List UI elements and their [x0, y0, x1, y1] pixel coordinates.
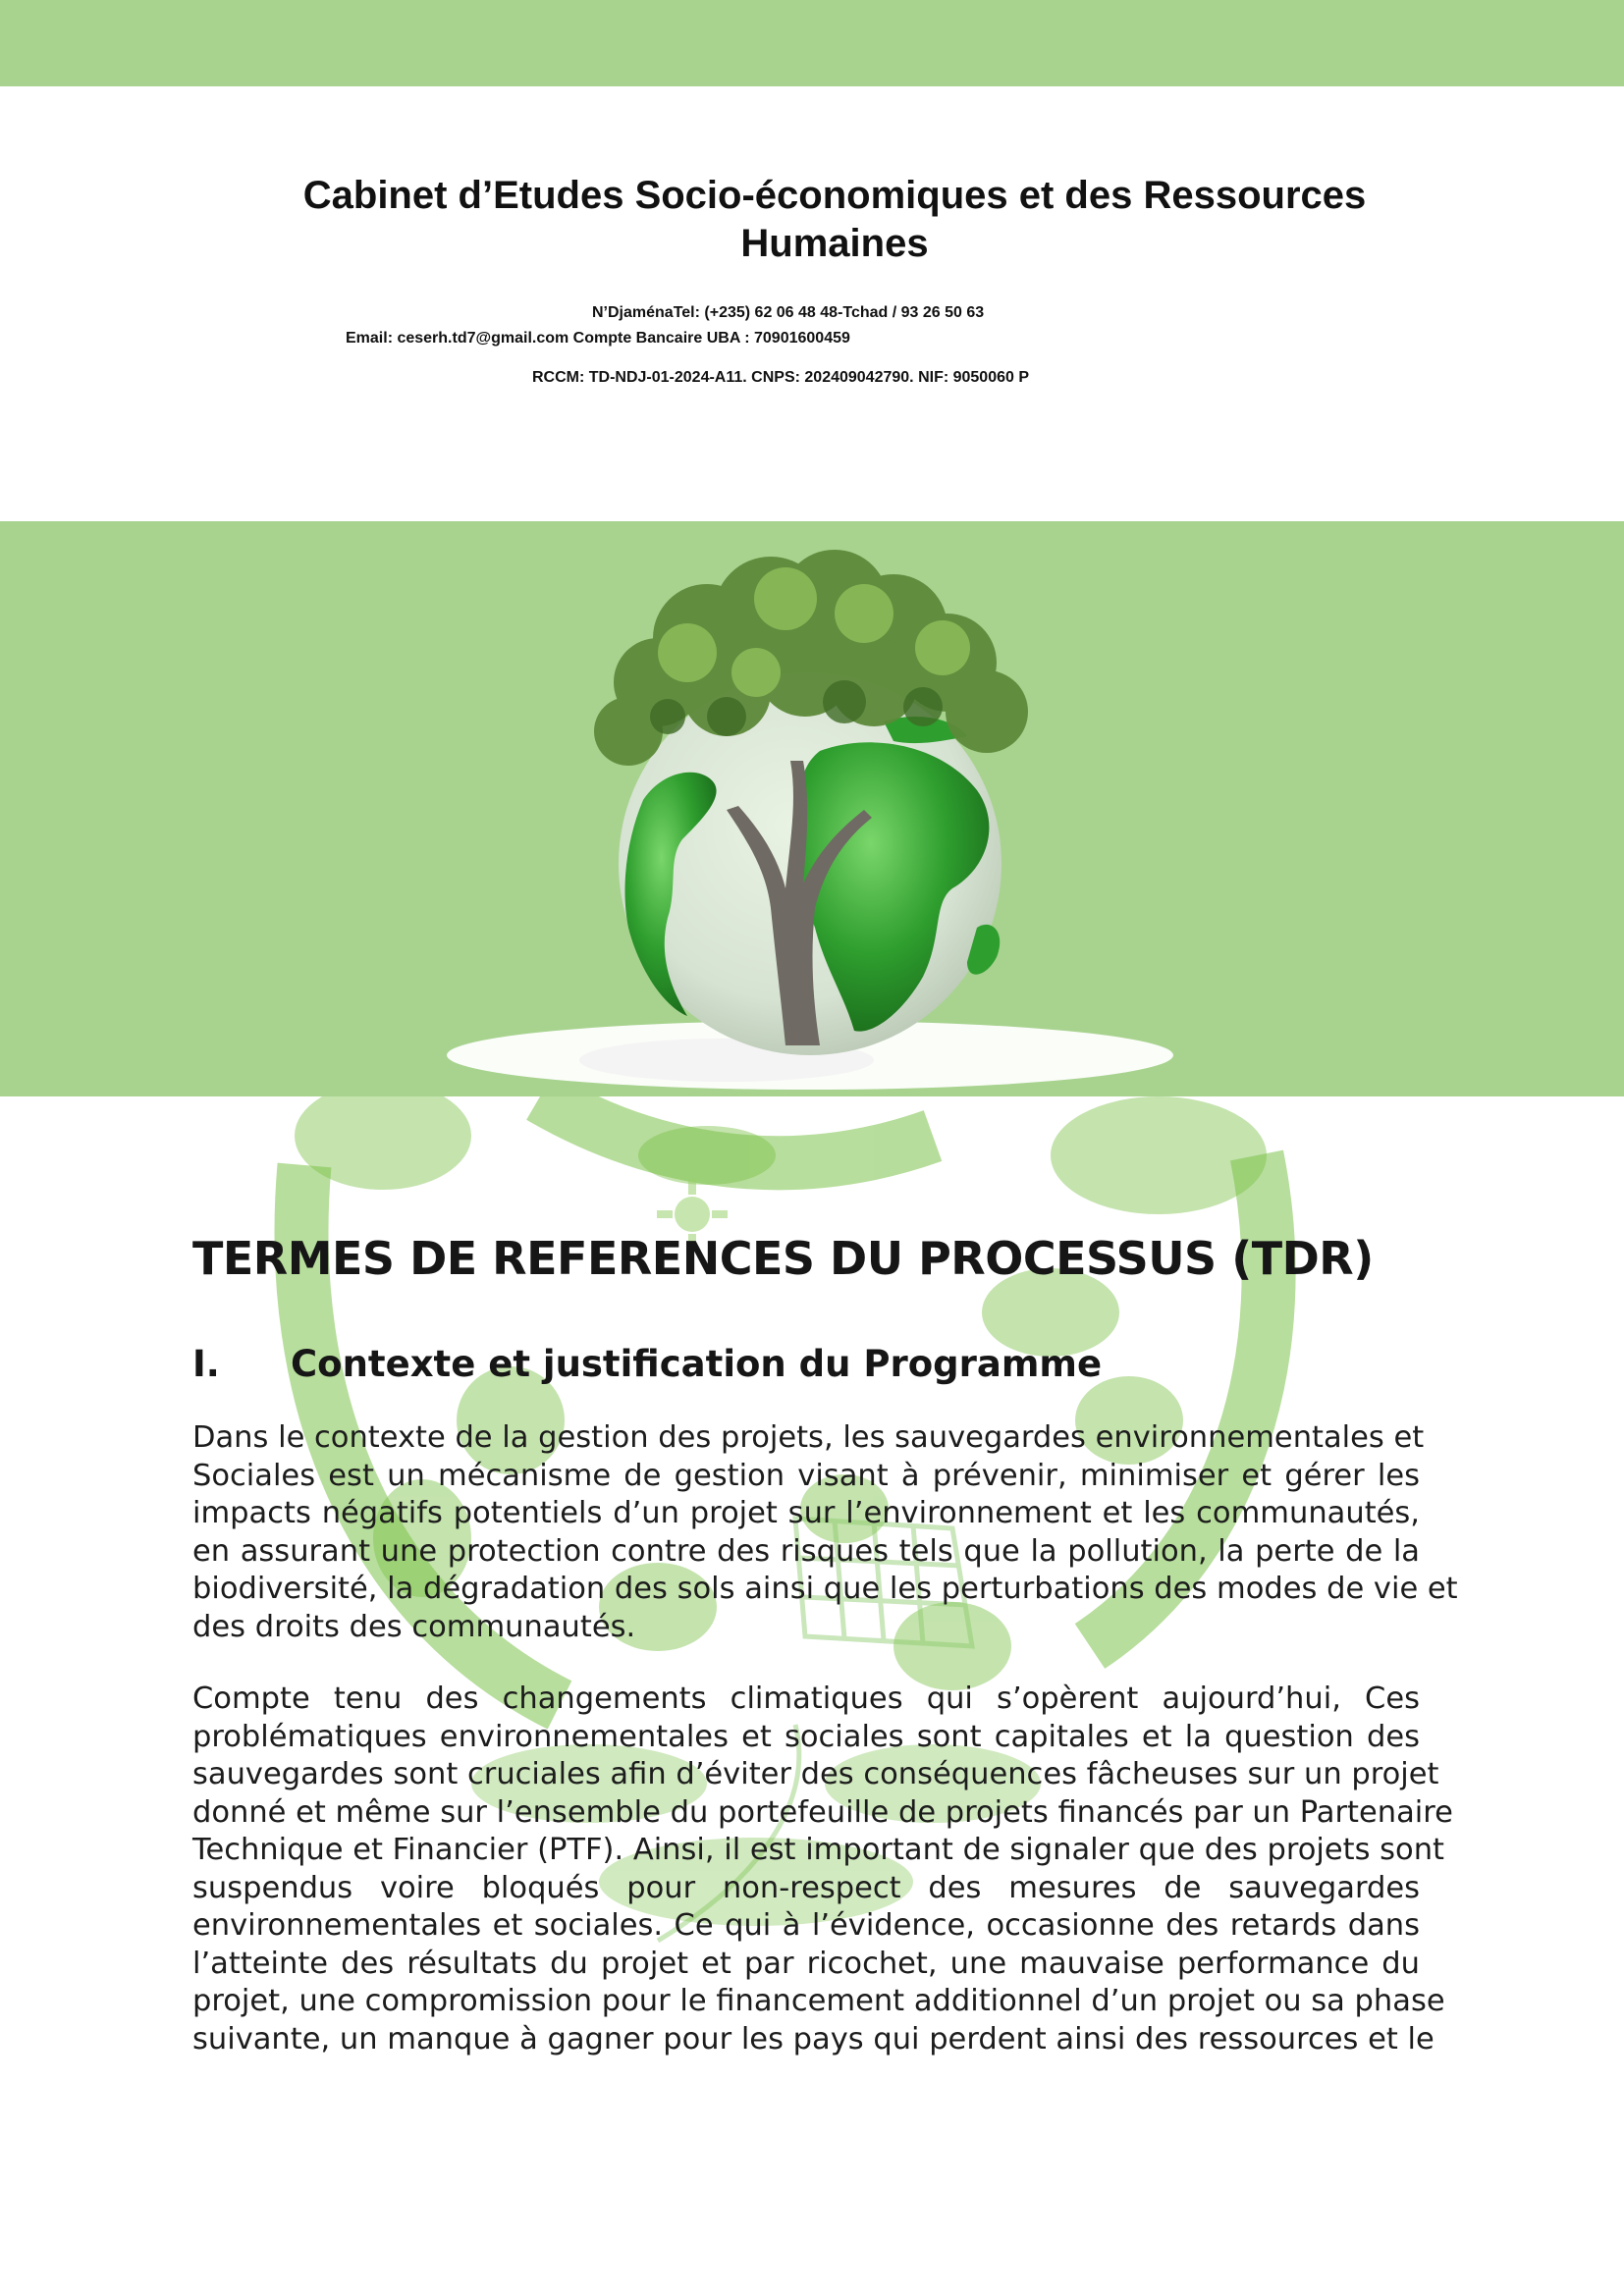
- section-heading: [192, 1343, 1102, 1385]
- paragraph-line: des droits des communautés.: [192, 1609, 636, 1644]
- company-title: [245, 172, 1424, 268]
- contact-email-bank: Email: ceserh.td7@gmail.com Compte Bancaire UBA : 70901600459: [346, 330, 850, 347]
- paragraph-line: suivante, un manque à gagner pour les pays qui perdent ainsi des ressources et le: [192, 2021, 1435, 2056]
- paragraph-line: l’atteinte des résultats du projet et par ricochet, une mauvaise performance du: [192, 1946, 1420, 1981]
- paragraph-line: en assurant une protection contre des risques tels que la pollution, la perte de la: [192, 1533, 1420, 1569]
- paragraph-line: sauvegardes sont cruciales afin d’éviter des conséquences fâcheuses sur un projet: [192, 1757, 1439, 1791]
- paragraph-line: projet, une compromission pour le financement additionnel d’un projet ou sa phase: [192, 1984, 1445, 2018]
- paragraph-line: Dans le contexte de la gestion des projets, les sauvegardes environnementales et: [192, 1420, 1425, 1455]
- paragraph-line: biodiversité, la dégradation des sols ainsi que les perturbations des modes de vie et: [192, 1572, 1458, 1606]
- paragraph-line: Technique et Financier (PTF). Ainsi, il est important de signaler que des projets sont: [192, 1833, 1444, 1867]
- paragraph-context: [192, 1419, 1458, 1646]
- paragraph-justification: [192, 1681, 1453, 2058]
- paragraph-line: suspendus voire bloqués pour non-respect des mesures de sauvegardes: [192, 1870, 1420, 1905]
- document-title: TERMES DE REFERENCES DU PROCESSUS (TDR): [192, 1232, 1374, 1285]
- paragraph-line: donné et même sur l’ensemble du portefeuille de projets financés par un Partenaire: [192, 1794, 1453, 1830]
- section-number: I.: [192, 1343, 220, 1385]
- paragraph-line: Sociales est un mécanisme de gestion visant à prévenir, minimiser et gérer les: [192, 1458, 1420, 1493]
- contact-registration: RCCM: TD-NDJ-01-2024-A11. CNPS: 202409042790. NIF: 9050060 P: [532, 369, 1030, 386]
- globe-tree-icon: [432, 545, 1188, 1095]
- paragraph-line: problématiques environnementales et sociales sont capitales et la question des: [192, 1719, 1420, 1754]
- paragraph-line: environnementales et sociales. Ce qui à l’évidence, occasionne des retards dans: [192, 1908, 1420, 1943]
- globe-tree-illustration: [432, 545, 1188, 1095]
- company-title-line1: Cabinet d’Etudes Socio-économiques et des Ressources: [302, 174, 1367, 217]
- paragraph-line: impacts négatifs potentiels d’un projet sur l’environnement et les communautés,: [192, 1496, 1420, 1530]
- paragraph-line: Compte tenu des changements climatiques qui s’opèrent aujourd’hui, Ces: [192, 1682, 1420, 1716]
- company-title-line2: Humaines: [740, 222, 929, 265]
- contact-phone: N’DjaménaTel: (+235) 62 06 48 48-Tchad / 93 26 50 63: [592, 304, 985, 321]
- section-title: Contexte et justification du Programme: [291, 1343, 1103, 1385]
- top-color-band: [0, 0, 1624, 86]
